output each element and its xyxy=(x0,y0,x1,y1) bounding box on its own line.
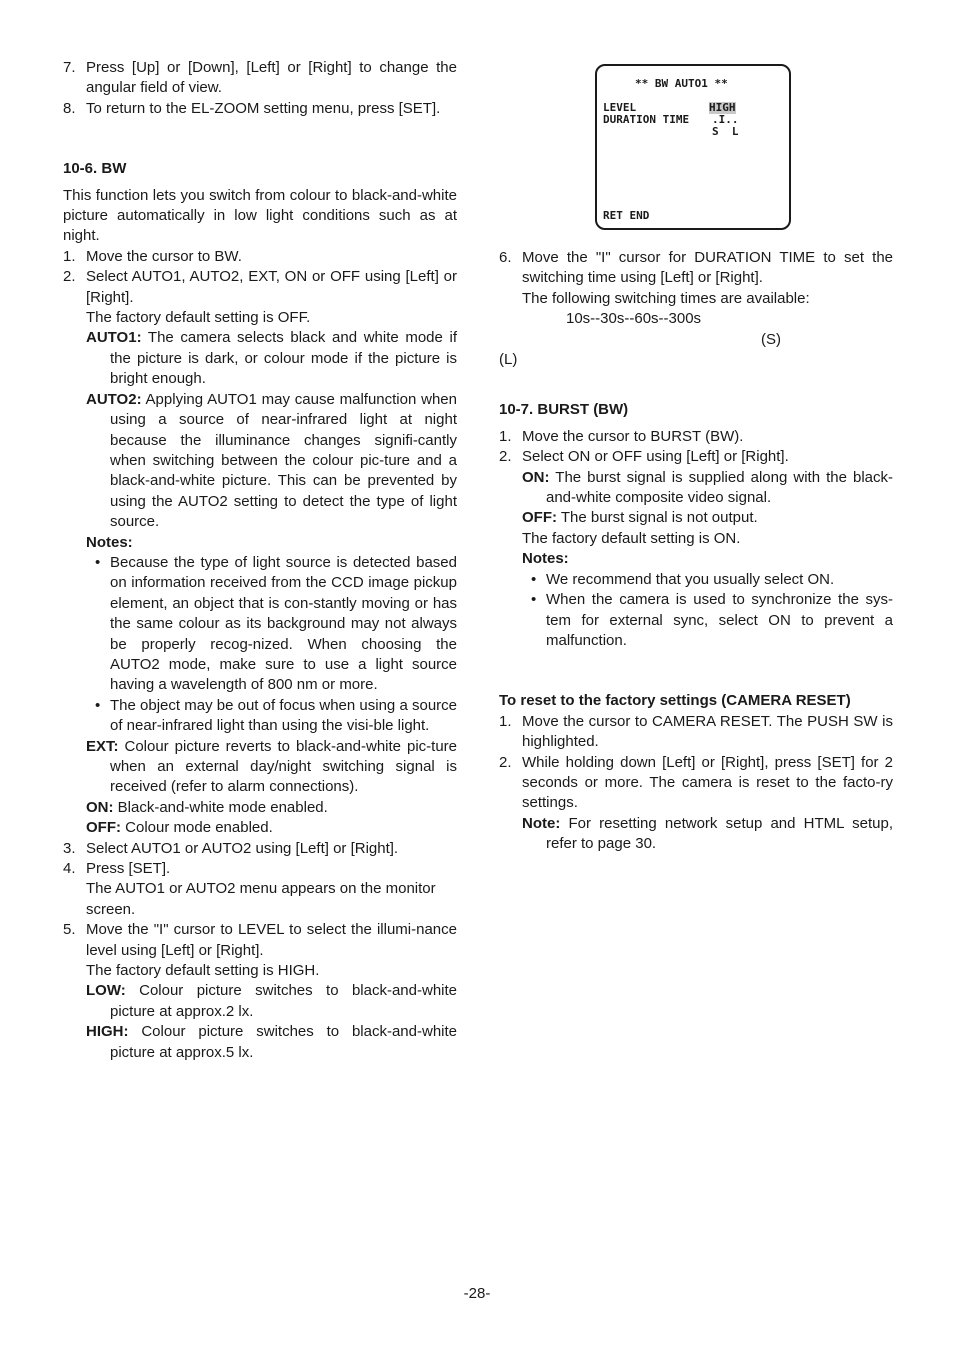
osd-scale: S L xyxy=(712,125,739,138)
note-item: • When the camera is used to synchronize the sys-tem for external sync, select ON to prevent a malfunction. xyxy=(531,591,893,649)
osd-level-value: HIGH xyxy=(709,101,736,114)
high-desc: HIGH: Colour picture switches to black-and-white picture at approx.5 lx. xyxy=(86,1023,457,1061)
bw-intro: This function lets you switch from colour to black-and-white picture automatically in low light conditions such as at night. xyxy=(63,186,457,245)
low-desc: LOW: Colour picture switches to black-and-white picture at approx.2 lx. xyxy=(86,982,457,1020)
short-mark: (S) xyxy=(761,330,781,348)
page-number: -28- xyxy=(463,1285,491,1302)
section-heading-burst: 10-7. BURST (BW) xyxy=(499,401,629,419)
step-sub: The following switching times are available: xyxy=(522,289,810,307)
on-desc: ON: Black-and-white mode enabled. xyxy=(86,798,328,816)
list-item: 7. Press [Up] or [Down], [Left] or [Right] to change the angular field of view. xyxy=(63,59,457,97)
osd-duration-label: DURATION TIME xyxy=(603,113,690,126)
reset-note: Note: For resetting network setup and HTML setup, refer to page 30. xyxy=(522,814,893,853)
list-item: 5. Move the "I" cursor to LEVEL to select the illumi-nance level using [Left] or [Right]. xyxy=(63,921,457,959)
notes-label: Notes: xyxy=(86,533,133,551)
long-mark: (L) xyxy=(499,351,518,369)
osd-duration-value: .I.. xyxy=(712,113,739,126)
list-item: 2. Select AUTO1, AUTO2, EXT, ON or OFF using [Left] or [Right]. xyxy=(63,268,457,306)
off-desc: OFF: Colour mode enabled. xyxy=(86,819,273,837)
left-column xyxy=(63,58,457,1063)
section-heading-reset: To reset to the factory settings (CAMERA RESET) xyxy=(499,692,851,710)
note-item: • Because the type of light source is detected based on information received from the CCD image pickup element, an object that is con-stantly moving or has the same colour as its background may not always be properly recog-nized. When choosing the AUTO2 mode, make sure to use a light source having a wavelength of 800 nm or more. xyxy=(95,553,457,694)
list-item: 4. Press [SET]. xyxy=(63,860,171,878)
auto1-desc: AUTO1: The camera selects black and white mode if the picture is dark, or colour mode if the picture is bright enough. xyxy=(86,329,457,388)
note-item: • We recommend that you usually select ON. xyxy=(531,570,835,588)
list-item: 1. Move the cursor to BW. xyxy=(63,247,242,265)
default-note: The factory default setting is OFF. xyxy=(86,309,311,327)
burst-off-desc: OFF: The burst signal is not output. xyxy=(522,509,758,527)
osd-ret-end: RET END xyxy=(603,209,650,222)
switching-times: 10s--30s--60s--300s xyxy=(566,310,702,328)
default-note: The factory default setting is ON. xyxy=(522,529,741,547)
list-item: 6. Move the "I" cursor for DURATION TIME to set the switching time using [Left] or [Right]. xyxy=(499,249,893,287)
step-sub: The AUTO1 or AUTO2 menu appears on the monitor screen. xyxy=(86,880,436,918)
list-item: 3. Select AUTO1 or AUTO2 using [Left] or [Right]. xyxy=(63,839,399,857)
burst-on-desc: ON: The burst signal is supplied along with the black-and-white composite video signal. xyxy=(522,468,893,507)
section-heading-bw: 10-6. BW xyxy=(63,160,127,178)
note-item: • The object may be out of focus when using a source of near-infrared light than using the visi-ble light. xyxy=(95,696,457,735)
list-item: 2. While holding down [Left] or [Right], press [SET] for 2 seconds or more. The camera is reset to the facto-ry settings. xyxy=(499,753,893,812)
osd-title: ** BW AUTO1 ** xyxy=(635,77,728,90)
list-item: 1. Move the cursor to BURST (BW). xyxy=(499,427,744,445)
list-item: 2. Select ON or OFF using [Left] or [Right]. xyxy=(499,448,789,466)
notes-label: Notes: xyxy=(522,550,569,568)
auto2-desc: AUTO2: Applying AUTO1 may cause malfunction when using a source of near-infrared light at night because the illuminance changes signifi-cantly when switching between the colour pic-ture and a black-and-white picture. This can be prevented by using the AUTO2 setting to detect the type of light source. xyxy=(86,390,457,531)
list-item: 8. To return to the EL-ZOOM setting menu, press [SET]. xyxy=(63,99,441,117)
default-note: The factory default setting is HIGH. xyxy=(86,962,320,980)
ext-desc: EXT: Colour picture reverts to black-and-white pic-ture when an external day/night switching signal is received (refer to alarm connections). xyxy=(86,737,457,796)
osd-menu-screen xyxy=(595,64,791,230)
osd-level-label: LEVEL xyxy=(603,101,637,114)
list-item: 1. Move the cursor to CAMERA RESET. The PUSH SW is highlighted. xyxy=(499,712,893,751)
right-column xyxy=(499,58,893,855)
